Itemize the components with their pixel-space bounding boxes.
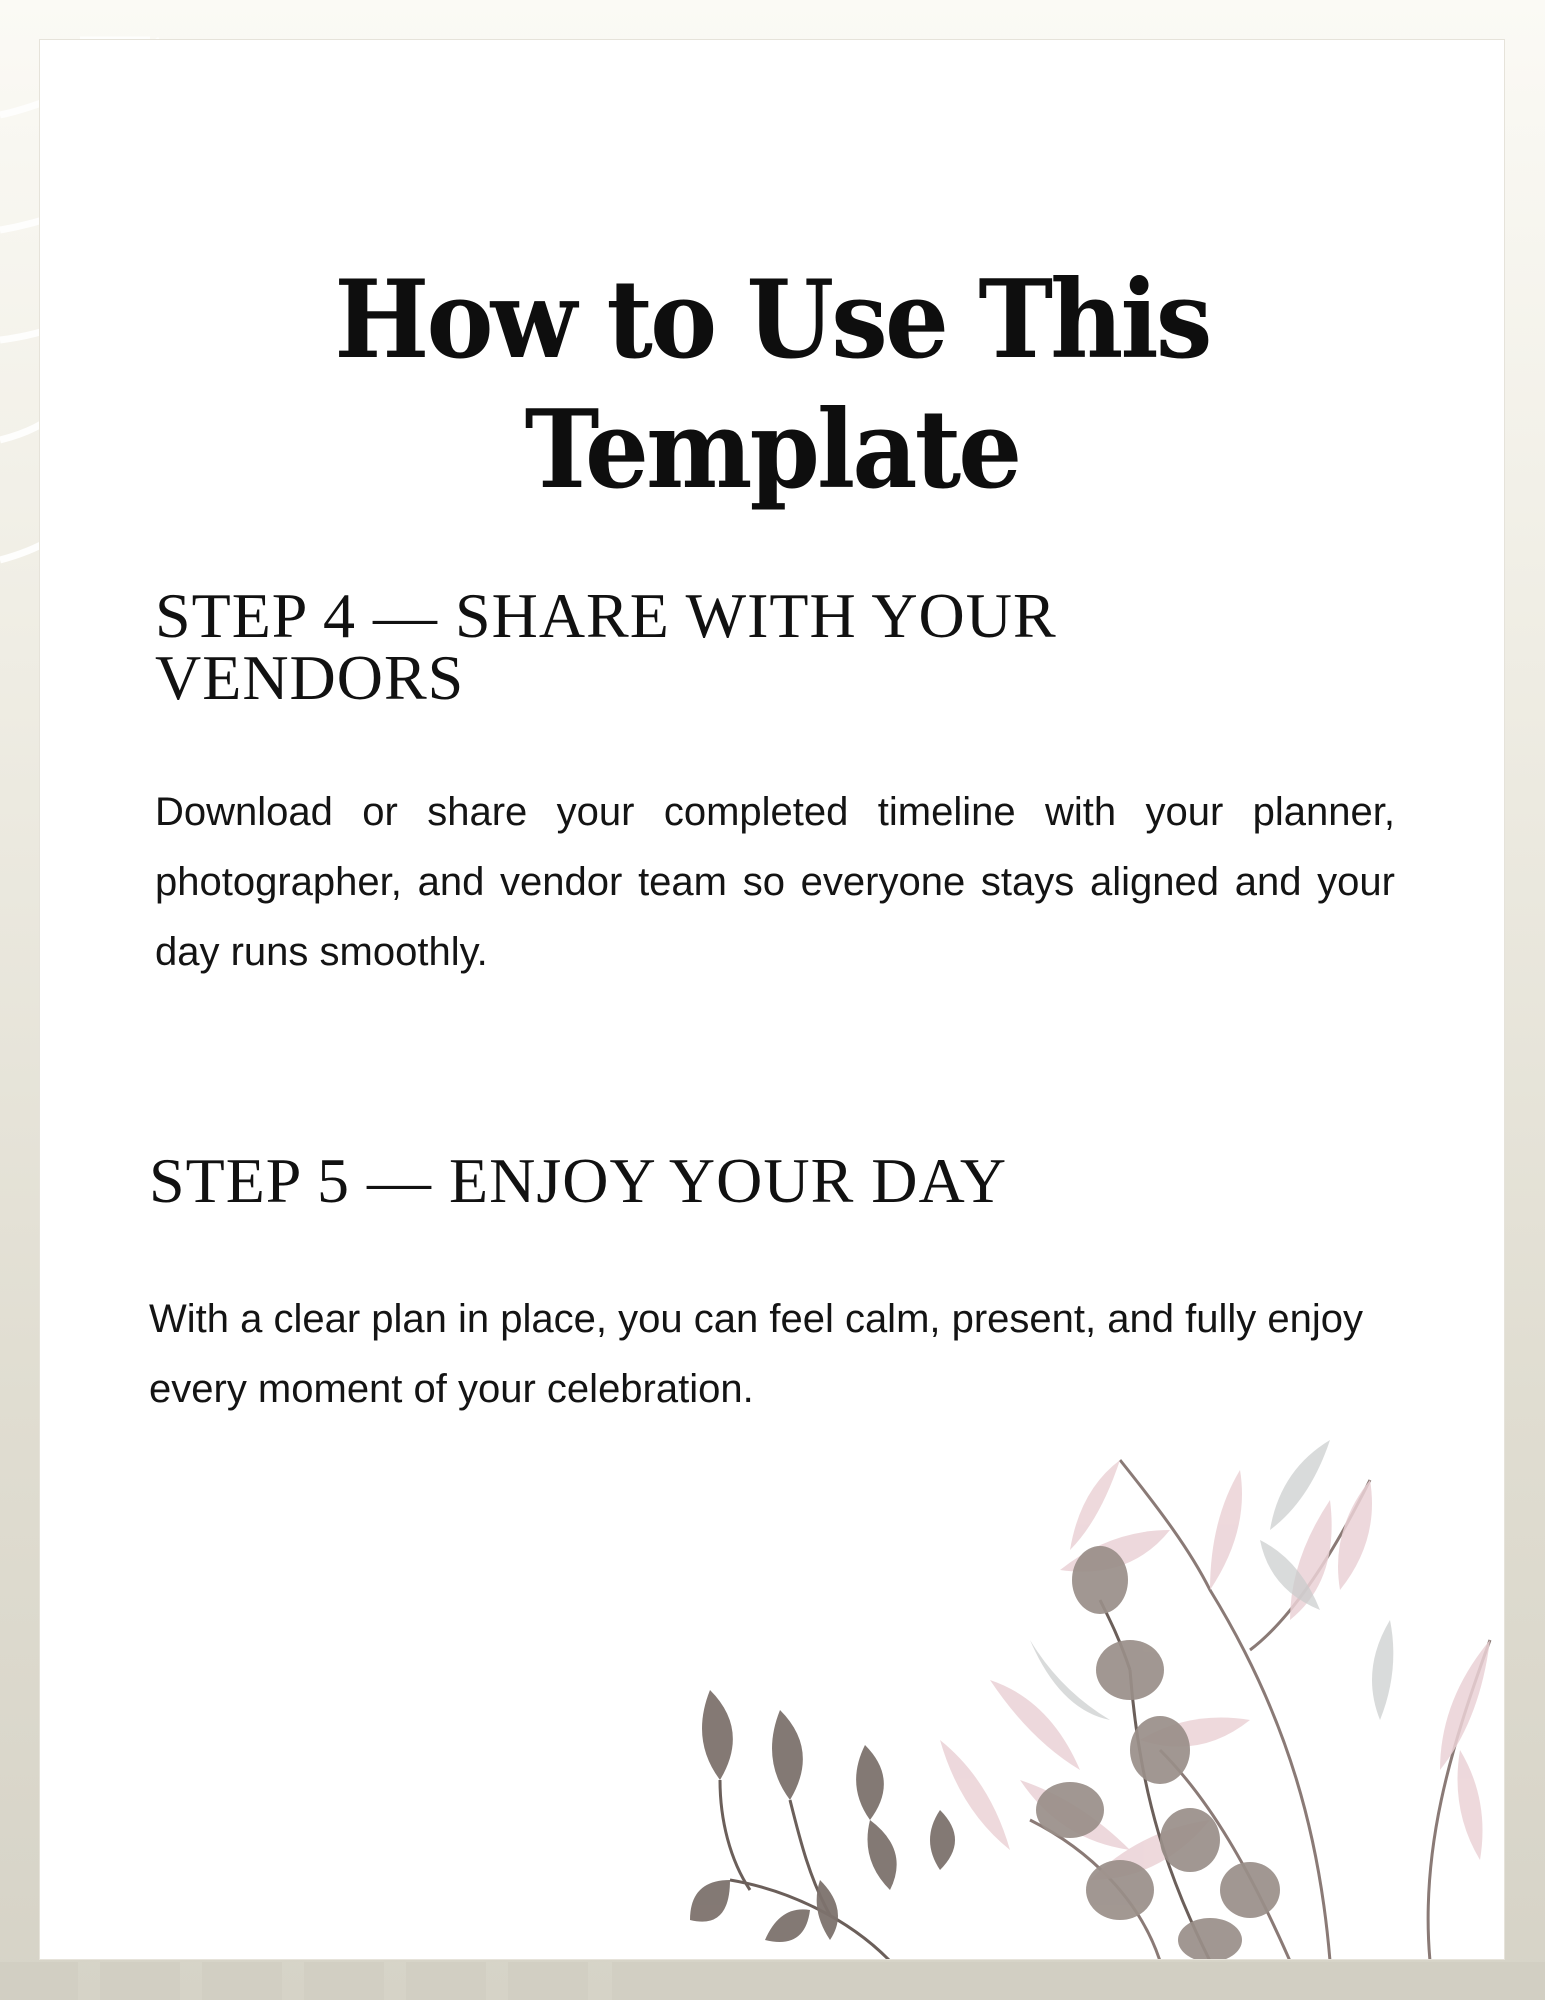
step-4-body: Download or share your completed timeline with your planner, photographer, and vendor team so everyone stays aligned and your day runs smoothly. — [155, 790, 1395, 974]
step-5-heading: STEP 5 — ENJOY YOUR DAY — [149, 1145, 1008, 1216]
step-5-section — [149, 1145, 1389, 1424]
step-5-body: With a clear plan in place, you can feel calm, present, and fully enjoy every moment of your celebration. — [149, 1297, 1363, 1411]
template-page — [39, 39, 1505, 1960]
step-4-section — [155, 580, 1395, 987]
page-title: How to Use This Template — [334, 257, 1210, 513]
step-4-heading: STEP 4 — SHARE WITH YOUR VENDORS — [155, 580, 1057, 713]
botanical-leaves-icon — [690, 1420, 1505, 1960]
